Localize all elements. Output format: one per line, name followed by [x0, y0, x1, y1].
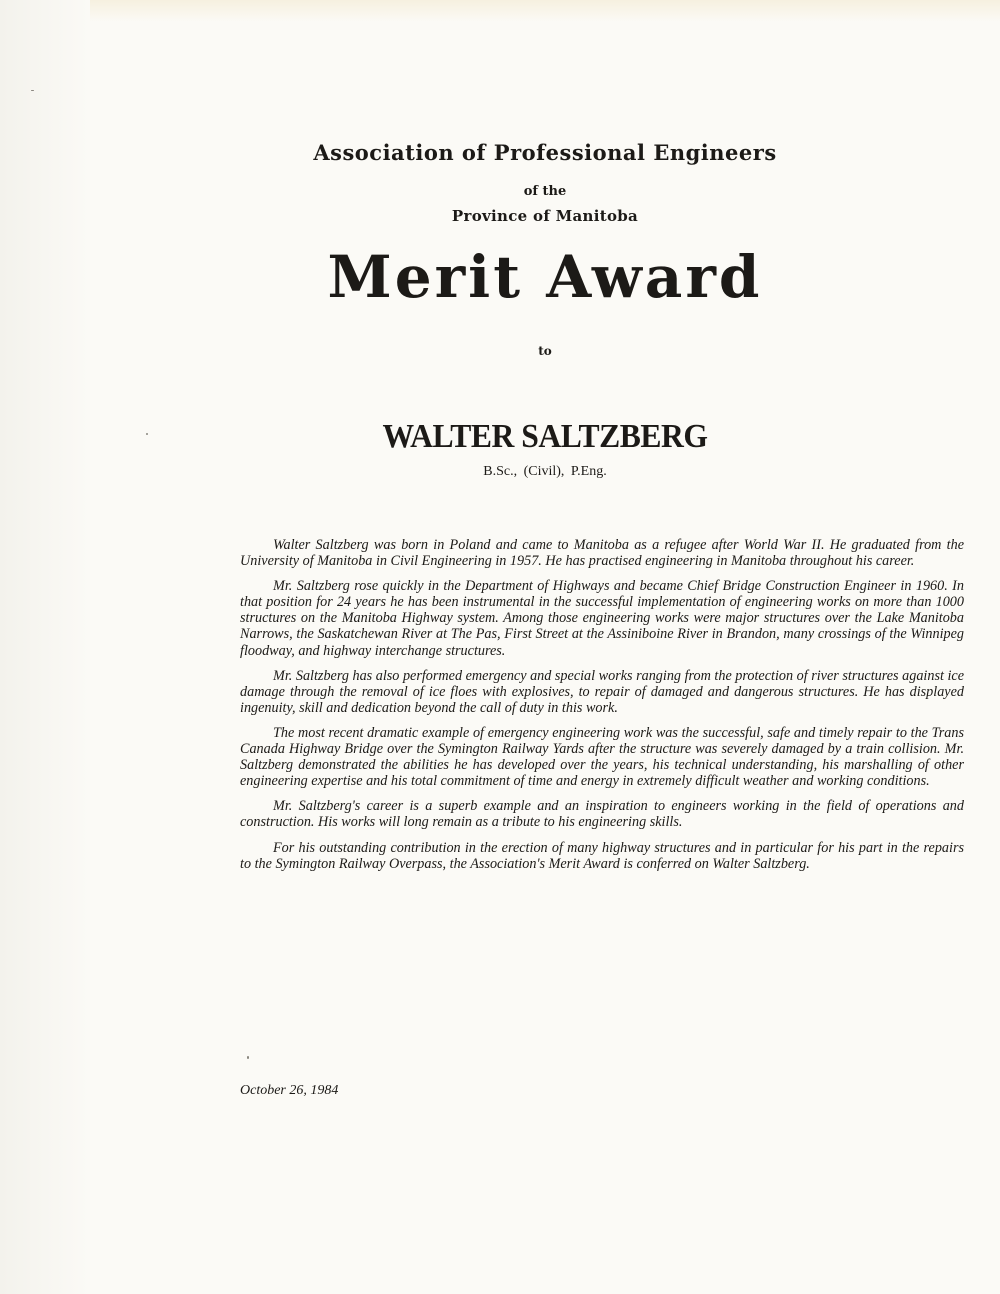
page-left-margin — [0, 0, 90, 1294]
scan-speck — [247, 1056, 249, 1059]
citation-paragraph: Mr. Saltzberg rose quickly in the Department of Highways and became Chief Bridge Construction Engineer in 1960. In that position for 24 years he has been instrumental in the successful implementation of engineering works on more than 1000 structures on the Manitoba Highway system. Among those engineering works were major structures over the Lake Manitoba Narrows, the Saskatchewan River at The Pas, First Street at the Assiniboine River in Brandon, many crossings of the Winnipeg floodway, and highway interchange structures. — [240, 578, 964, 659]
citation-paragraph: Walter Saltzberg was born in Poland and came to Manitoba as a refugee after World War II. He graduated from the University of Manitoba in Civil Engineering in 1957. He has practised engineering in Manitoba throughout his career. — [240, 537, 964, 570]
citation-body — [240, 537, 964, 881]
to-line: to — [538, 344, 552, 358]
citation-paragraph: The most recent dramatic example of emergency engineering work was the successful, safe and timely repair to the Trans Canada Highway Bridge over the Symington Railway Yards after the structure was severely damaged by a train collision. Mr. Saltzberg demonstrated the abilities he has developed over the years, his technical understanding, his marshalling of other engineering expertise and his total commitment of time and energy in extremely difficult weather and working conditions. — [240, 724, 964, 790]
recipient-degrees: B.Sc., (Civil), P.Eng. — [483, 464, 607, 479]
association-title: Association of Professional Engineers — [313, 140, 777, 165]
of-the-line: of the — [523, 184, 567, 199]
citation-paragraph: Mr. Saltzberg's career is a superb example and an inspiration to engineers working in the field of operations and construction. His works will long remain as a tribute to his engineering skills. — [240, 798, 964, 831]
citation-paragraph: For his outstanding contribution in the erection of many highway structures and in particular for his part in the repairs to the Symington Railway Overpass, the Association's Merit Award is conferred on Walter Saltzberg. — [240, 839, 964, 872]
award-date: October 26, 1984 — [240, 1083, 339, 1098]
page-top-discoloration — [90, 0, 1000, 22]
recipient-name: WALTER SALTZBERG — [382, 418, 708, 455]
province-line: Province of Manitoba — [451, 207, 639, 225]
award-title: Merit Award — [327, 243, 763, 311]
citation-paragraph: Mr. Saltzberg has also performed emergency and special works ranging from the protection of river structures against ice damage through the removal of ice floes with explosives, to repair of damaged and dangerous structures. He has displayed ingenuity, skill and dedication beyond the call of duty in this work. — [240, 667, 964, 716]
scan-speck — [31, 90, 34, 91]
